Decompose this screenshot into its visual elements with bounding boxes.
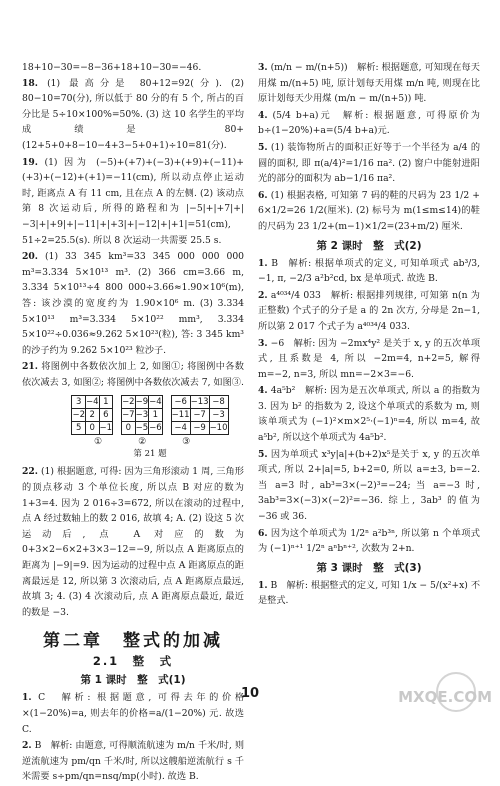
item-number: 5. [258,448,268,460]
item-number: 3. [258,62,268,73]
lesson-3-title: 第 3 课时 整 式(3) [316,561,422,574]
item-number: 4. [258,109,268,121]
item-text: 因为这个单项式为 1/2ⁿ a²b³ⁿ, 所以第 n 个单项式为 (−1)ⁿ⁺¹ 1/2ⁿ aⁿbⁿ⁺², 次数为 2+n. [258,527,480,555]
item-text: 将图例中各数依次加上 2, 如图①; 将图例中各数依次减去 3, 如图②; 将图例中各数依次减去 7, 如图③. [22,361,244,388]
lesson2-answer-5 [258,447,480,525]
item-number: 6. [258,189,268,201]
grid-cell: 2 [86,409,100,422]
item-text: B 解析: 由题意, 可得顺流航速为 m/n 千米/时, 则逆流航速为 pm/qn 千米/时, 所以这艘船逆流航行 s 千米需要 s÷pm/qn=nsq/mp(小时). 故选 B. [22,740,245,783]
item-text: (5/4 b+a)元 解析: 根据题意, 可得原价为 b÷(1−20%)+a=(5/4 b+a)元. [258,109,480,137]
grid-cell: −3 [209,409,228,422]
grid-cell: −6 [149,423,162,434]
item-text: (1) 装饰物所占的面积正好等于一个半径为 a/4 的圆的面积, 即 π(a/4)²=1/16 πa². (2) 窗户中能射进阳光的部分的面积为 ab−1/16 πa². [258,141,481,185]
item-text: (1) 33 345 km³=33 345 000 000 000 m³=3.334 5×10¹³ m³. (2) 366 cm=3.66 m, 3.334 5×10¹³÷4 800 000÷3.66≈1.90×10⁶(m), 答: 该沙漠的宽度约为 1.90×10⁶ m. (3) 3.334 5×10¹³ m³=3.334 5×10²² mm³, 3.334 5×10²²÷0.036≈9.262 5×10²³(粒), 答: 3 345 km³ 的沙子约为 9.262 5×10²³ 粒沙子. [22,251,245,356]
answer-item-20 [22,249,244,358]
grid-cell: 5 [72,422,86,435]
lesson3-answer-1 [258,578,480,609]
figure-label: ② [138,437,147,448]
item-number: 2. [22,740,32,752]
item-number: 20. [22,251,38,263]
grid-table-1 [71,395,113,435]
answer-item-5 [258,140,480,187]
grid-cell: −3 [135,410,149,421]
item-number: 4. [258,385,268,397]
item-number: 1. [22,692,32,704]
lesson2-answer-4 [258,383,480,445]
grid-cell: −2 [72,410,85,421]
grid-cell: −10 [209,423,228,434]
answer-item-21 [22,359,244,390]
right-column [258,60,480,610]
figure-label: ① [94,437,103,448]
item-number: 21. [22,361,38,373]
answer-item-22 [22,464,244,620]
item-text: 因为单项式 x³y|a|+(b+2)x⁵是关于 x, y 的五次单项式, 所以 2+|a|=5, b+2=0, 所以 a=±3, b=−2. 当 a=3 时, ab³=3×(−2)³=−24; 当 a=−3 时, 3ab³=3×(−3)×(−2)²=−36. 综上, 3ab³ 的值为 −36 或 36. [258,448,481,523]
item-number: 18. [22,77,38,89]
grid-cell: −9 [190,422,209,435]
grid-cell: −4 [149,397,162,408]
item-number: 22. [22,466,38,478]
item-text: −6 解析: 因为 −2mx⁴y² 是关于 x, y 的五次单项式, 且系数是 4, 所以 −2m=4, n+2=5, 解得 m=−2, n=3, 所以 mn=−2×3=−6. [258,337,481,380]
grid-cell: −13 [190,397,209,408]
figure-label: ③ [182,437,191,448]
page-number: 10 [240,686,260,701]
figure-labels [22,436,244,448]
intro-line: 18+10−30=−8−36+18+10−30=−46. [22,62,202,73]
left-column [22,60,244,786]
grid-table-2 [121,395,163,435]
figure-caption: 第 21 题 [133,449,167,460]
item-text: B 解析: 根据整式的定义, 可知 1/x − 5/(x²+x) 不是整式. [258,579,481,607]
grid-cell: 0 [86,422,100,435]
grid-cell: −4 [171,422,190,435]
section-title: 2.1 整 式 [92,654,174,669]
lesson2-answer-6 [258,526,480,557]
item-number: 6. [258,527,268,539]
lesson-title: 第 1 课时 整 式(1) [80,674,186,687]
item-text: 4a⁵b² 解析: 因为是五次单项式, 所以 a 的指数为 3. 因为 b² 的指数为 2, 设这个单项式的系数为 m, 则该单项式为 (−1)²×m×2⁵·(−1)ⁿ=4, 所以 m=4, 故 a⁵b², 所以这个单项式为 4a⁵b². [258,385,481,444]
grid-cell: −4 [86,397,99,408]
item-number: 3. [258,337,268,349]
answer-item-4 [258,108,480,139]
grid-cell: −2 [122,397,135,408]
item-text: a⁴⁰³⁴/4 033 解析: 根据排列规律, 可知第 n(n 为正整数) 个式子的分子是 a 的 2n 次方, 分母是 2n−1, 所以第 2 017 个式子为 a⁴⁰³⁴/4 033. [258,289,480,332]
answer-item-18 [22,76,244,154]
chapter-title: 第二章 整式的加减 [43,631,223,652]
grid-cell: 0 [122,422,136,435]
grid-cell: −6 [171,396,190,409]
item-text: (1) 根据表格, 可知第 7 码的鞋的尺码为 23 1/2 + 6×1/2=26 1/2(厘米). (2) 标号为 m(1≤m≤14)的鞋的尺码为 23 1/2+(m−1)×1/2=(23+m/2) 厘米. [258,189,480,232]
item-text: (m/n − m/(n+5)) 解析: 根据题意, 可知现在每天用煤 m/(n+5) 吨, 原计划每天用煤 m/n 吨, 则现在比原计划每天少用煤 (m/n − m/(n+5)) 吨. [258,62,480,105]
lesson2-answer-2 [258,288,480,335]
grid-cell: 1 [99,396,113,409]
lesson-answer-2 [22,738,244,785]
grid-cell: 1 [149,409,163,422]
grid-cell: −9 [135,397,149,408]
answer-item-3 [258,60,480,107]
item-text: B 解析: 根据单项式的定义, 可知单项式 ab³/3, −1, π, −2/3 a²b²cd, bx 是单项式. 故选 B. [258,257,480,285]
item-number: 1. [258,257,268,269]
grid-table-3 [171,395,229,435]
grid-cell: −8 [209,396,228,409]
lesson2-answer-1 [258,256,480,287]
lesson-2-title: 第 2 课时 整 式(2) [316,239,422,252]
answer-item-19 [22,155,244,249]
grid-cell: −11 [171,410,190,421]
item-number: 5. [258,141,268,153]
figure-21-tables [22,395,244,435]
grid-cell: −1 [99,423,113,434]
grid-cell: 6 [99,409,113,422]
item-text: (1) 最高分是 80+12=92(分). (2) 80−10=70(分), 所以低于 80 分的有 5 个, 所占的百分比是 5÷10×100%=50%. (3) 这 10 名学生的平均成绩是 80+(12+5+0+8−10−4+3−5+0+1)÷10=81(分). [22,77,244,151]
lesson2-answer-3 [258,336,480,383]
item-number: 2. [258,289,268,301]
answer-item-6 [258,188,480,235]
grid-cell: −7 [122,410,135,421]
grid-cell: 3 [72,396,86,409]
item-text: C 解析: 根据题意, 可得去年的价格×(1−20%)=a, 则去年的价格=a/(1−20%) 元. 故选 C. [22,692,245,735]
item-number: 1. [258,579,268,591]
item-number: 19. [22,156,38,168]
item-text: (1) 根据题意, 可得: 因为三角形滚动 1 周, 三角形的顶点移动 3 个单位长度, 所以点 B 对应的数为 1+3=4. 因为 2 016÷3=672, 所以在滚动的过程中, 点 A 经过数轴上的数 2 016, 故填 4; A. (2) 设这 5 次运动后, 点 A 对应的数为 0+3×2−6×2+3×3−12=−9, 所以点 A 距离原点的距离为 |−9|=9. 因为运动的过程中点 A 距离原点的距离最远是 12, 所以第 3 次滚动后, 点 A 距离原点最远, 故填 3; 4. (3) 4 次滚动后, 点 A 距离原点最近, 最近的数是 −3. [22,466,244,618]
watermark-text: MXQE.COM [398,688,492,706]
grid-cell: −7 [190,409,209,422]
grid-cell: −5 [135,423,149,434]
item-text: (1) 因为 (−5)+(+7)+(−3)+(+9)+(−11)+(+3)+(−12)+(+1)=−11(cm), 所以动点停止运动时, 距离点 A 有 11 cm, 且在点 A 的左侧. (2) 该动点第 8 次运动后, 所得的路程和为 |−5|+|+7|+|−3|+|+9|+|−11|+|+3|+|−12|+|+1|=51(cm), 51÷2=25.5(s). 所以 8 次运动一共需要 25.5 s. [22,156,244,246]
